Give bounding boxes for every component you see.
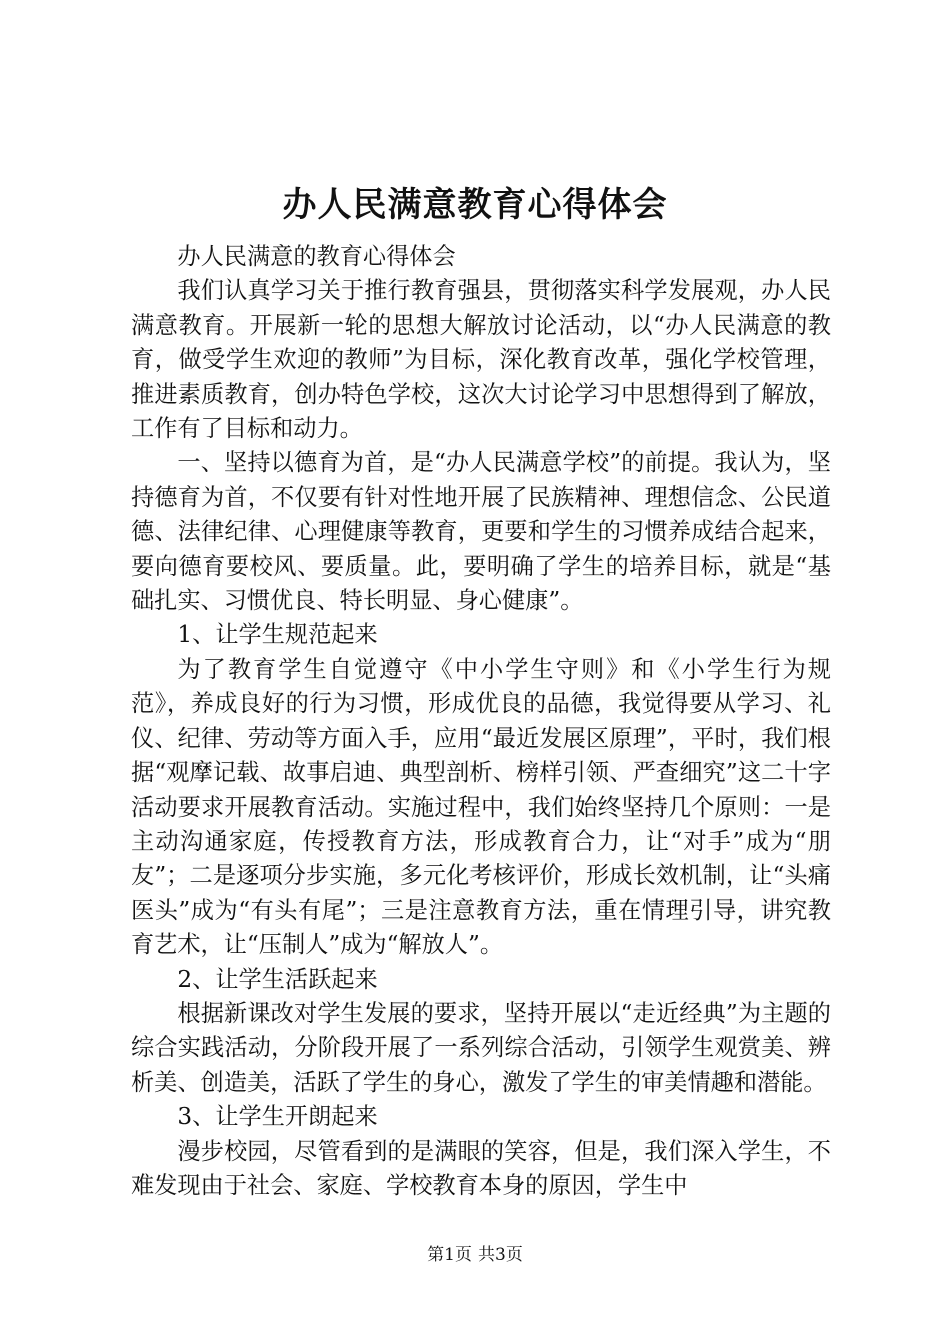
body-paragraph: 一、坚持以德育为首，是“办人民满意学校”的前提。我认为，坚持德育为首，不仅要有针对性地开展了民族精神、理想信念、公民道德、法律纪律、心理健康等教育，更要和学生的习惯养成结合起来，要向德育要校风、要质量。此，要明确了学生的培养目标，就是“基础扎实、习惯优良、特长明显、身心健康”。 (131, 449, 831, 615)
page-number: 第1页 (427, 1245, 472, 1265)
section-heading: 1、让学生规范起来 (177, 621, 378, 649)
body-paragraph: 为了教育学生自觉遵守《中小学生守则》和《小学生行为规范》，养成良好的行为习惯，形成优良的品德，我觉得要从学习、礼仪、纪律、劳动等方面入手，应用“最近发展区原理”，平时，我们根据“观摩记载、故事启迪、典型剖析、榜样引领、严查细究”这二十字活动要求开展教育活动。实施过程中，我们始终坚持几个原则：一是主动沟通家庭，传授教育方法，形成教育合力，让“对手”成为“朋友”；二是逐项分步实施，多元化考核评价，形成长效机制，让“头痛医头”成为“有头有尾”；三是注意教育方法，重在情理引导，讲究教育艺术，让“压制人”成为“解放人”。 (131, 655, 831, 959)
page-footer (0, 1243, 950, 1267)
body-paragraph: 我们认真学习关于推行教育强县，贯彻落实科学发展观，办人民满意教育。开展新一轮的思想大解放讨论活动，以“办人民满意的教育，做受学生欢迎的教师”为目标，深化教育改革，强化学校管理，推进素质教育，创办特色学校，这次大讨论学习中思想得到了解放，工作有了目标和动力。 (131, 277, 831, 443)
body-paragraph: 漫步校园，尽管看到的是满眼的笑容，但是，我们深入学生，不难发现由于社会、家庭、学校教育本身的原因，学生中 (131, 1137, 831, 1199)
section-heading: 3、让学生开朗起来 (177, 1103, 378, 1131)
document-title: 办人民满意教育心得体会 (282, 185, 668, 225)
body-paragraph: 根据新课改对学生发展的要求，坚持开展以“走近经典”为主题的综合实践活动，分阶段开展了一系列综合活动，引领学生观赏美、辨析美、创造美，活跃了学生的身心，激发了学生的审美情趣和潜能。 (131, 999, 831, 1096)
page-total: 共3页 (478, 1245, 523, 1265)
document-body (131, 240, 831, 1203)
section-heading: 2、让学生活跃起来 (177, 965, 378, 993)
subtitle-paragraph: 办人民满意的教育心得体会 (177, 243, 456, 270)
